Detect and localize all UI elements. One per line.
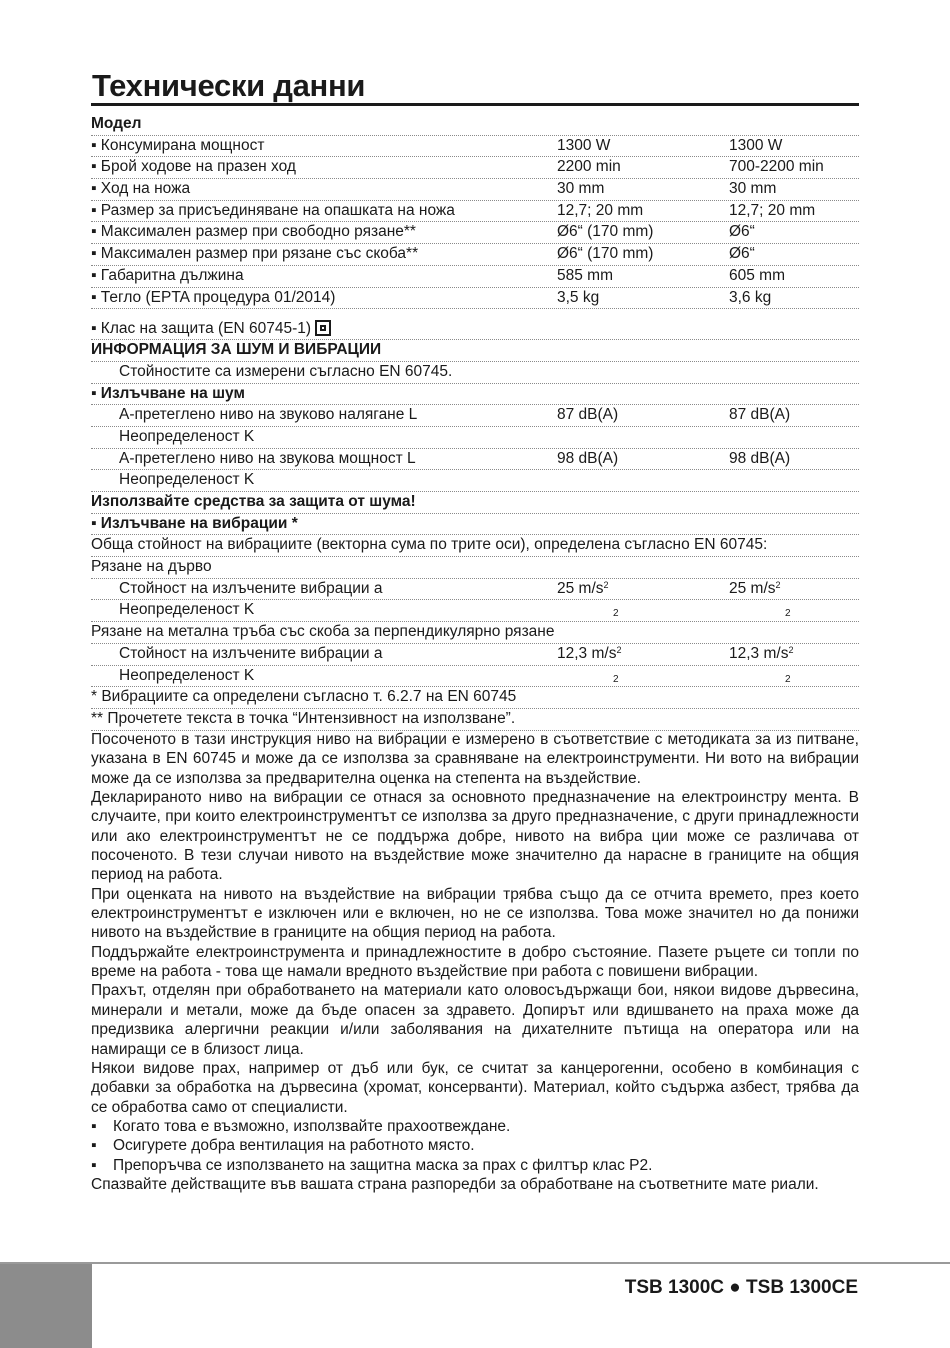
metal-cutting-label: Рязане на метална тръба със скоба за перпендикулярно рязане bbox=[91, 623, 555, 641]
bullet-icon: ▪ bbox=[91, 1156, 97, 1174]
spec-label: ▪ Максимален размер при свободно рязане** bbox=[91, 223, 416, 241]
table-row bbox=[91, 201, 859, 223]
spec-model-heading-row bbox=[91, 114, 859, 136]
vibration-value-label: Стойност на излъчените вибрации a bbox=[119, 579, 383, 597]
noise-heading-row bbox=[91, 340, 859, 362]
vibration-value-label: Стойност на излъчените вибрации a bbox=[119, 644, 383, 662]
table-row bbox=[91, 266, 859, 288]
noise-emission-heading: ▪ Излъчване на шум bbox=[91, 384, 245, 402]
page-number-tab bbox=[0, 1264, 92, 1348]
total-vibration-note: Обща стойност на вибрациите (векторна сума по трите оси), определена съгласно EN 60745: bbox=[91, 536, 768, 554]
paragraph: Поддържайте електроинструмента и принадлежностите в добро състояние. Пазете ръцете си топли по време на работа - това ще намали вредното въздействие при работа с повишени вибрации. bbox=[91, 943, 859, 981]
uncertainty-unit-2: 2 bbox=[785, 608, 791, 620]
table-row bbox=[91, 288, 859, 310]
sound-power-value-1: 98 dB(A) bbox=[557, 449, 619, 467]
spec-model-heading: Модел bbox=[91, 115, 142, 132]
spec-value-1: 1300 W bbox=[557, 136, 611, 154]
spec-value-2: 3,6 kg bbox=[729, 288, 772, 306]
table-row bbox=[91, 579, 859, 601]
table-row bbox=[91, 427, 859, 449]
sound-power-label: А-претеглено ниво на звукова мощност L bbox=[119, 449, 416, 467]
uncertainty-label: Неопределеност K bbox=[119, 666, 255, 684]
uncertainty-label: Неопределеност K bbox=[119, 471, 255, 489]
table-row bbox=[91, 157, 859, 179]
spec-label: ▪ Ход на ножа bbox=[91, 180, 191, 198]
spec-value-2: Ø6“ bbox=[729, 223, 755, 241]
page-title: Технически данни bbox=[92, 68, 366, 103]
spec-value-1: 3,5 kg bbox=[557, 288, 600, 306]
wood-cutting-label: Рязане на дърво bbox=[91, 558, 212, 576]
table-row bbox=[91, 687, 859, 709]
bullet-icon: ▪ bbox=[91, 1137, 97, 1155]
hearing-protection-note: Използвайте средства за защита от шума! bbox=[91, 493, 416, 510]
spec-label: ▪ Тегло (EPTA процедура 01/2014) bbox=[91, 288, 336, 306]
footnote-1: * Вибрациите са определени съгласно т. 6.2.7 на EN 60745 bbox=[91, 688, 517, 706]
uncertainty-label: Неопределеност K bbox=[119, 427, 255, 445]
sound-power-value-2: 98 dB(A) bbox=[729, 449, 791, 467]
spec-label: ▪ Консумирана мощност bbox=[91, 136, 265, 154]
spec-value-1: Ø6“ (170 mm) bbox=[557, 223, 654, 241]
table-row bbox=[91, 470, 859, 492]
spec-value-2: 30 mm bbox=[729, 180, 777, 198]
double-insulation-icon bbox=[315, 320, 331, 336]
wood-vibration-value-1: 25 $m/s^2$ bbox=[557, 579, 609, 597]
footnote-2: ** Прочетете текста в точка “Интензивност на използване”. bbox=[91, 709, 516, 727]
uncertainty-label: Неопределеност K bbox=[119, 601, 255, 619]
table-row bbox=[91, 362, 859, 384]
table-row bbox=[91, 514, 859, 536]
sound-pressure-label: А-претеглено ниво на звуково налягане L bbox=[119, 406, 418, 424]
list-item bbox=[91, 1136, 859, 1155]
spec-value-1: 585 mm bbox=[557, 266, 613, 284]
noise-heading: ИНФОРМАЦИЯ ЗА ШУМ И ВИБРАЦИИ bbox=[91, 341, 382, 359]
wood-vibration-value-2: 25 $m/s^2$ bbox=[729, 579, 781, 597]
paragraph: Прахът, отделян при обработването на материали като оловосъдържащи бои, някои видове дървесина, минерали и метали, може да бъде опасен за здравето. Допирът или вдишването на праха може да предизвика алергични реакции и/или заболявания на дихателните пътища на оператора или на намиращи се в близост лица. bbox=[91, 982, 859, 1058]
title-underline bbox=[91, 103, 859, 106]
table-row bbox=[91, 557, 859, 579]
metal-vibration-value-1: 12,3 $m/s^2$ bbox=[557, 644, 622, 662]
body-text bbox=[91, 730, 859, 1194]
spec-value-1: Ø6“ (170 mm) bbox=[557, 245, 654, 263]
spec-table bbox=[91, 114, 859, 731]
table-row bbox=[91, 384, 859, 406]
paragraph: Посоченото в тази инструкция ниво на вибрации е измерено в съответствие с методиката за из питване, указана в EN 60745 и може да се използва за сравняване на електроинструменти. Ни вото на вибрации може да се използва за предварителна оценка на степента на въздействие. bbox=[91, 731, 859, 787]
footer-divider bbox=[0, 1262, 950, 1264]
table-row bbox=[91, 405, 859, 427]
spec-label: ▪ Габаритна дължина bbox=[91, 266, 244, 284]
table-row bbox=[91, 644, 859, 666]
paragraph: При оценката на нивото на въздействие на вибрации трябва също да се отчита времето, през което електроинструментът е изключен или е включен, но не се използва. Това може значител но да понижи нивото на въздействие в границите на общия период на работа. bbox=[91, 885, 859, 942]
paragraph: Някои видове прах, например от дъб или бук, се считат за канцерогенни, особено в комбинация с добавки за обработка на дървесина (хромат, консерванти). Материал, който съдържа азбест, трябва да се обработва само от специалисти. bbox=[91, 1059, 859, 1116]
spec-value-2: 12,7; 20 mm bbox=[729, 201, 816, 219]
table-row bbox=[91, 136, 859, 158]
paragraph: Декларираното ниво на вибрации се отнася за основното предназначение на електроинстру мента. В случаите, при които електроинструментът се използва за друго предназначение, с други принадлежности или ако електроинструментът не се поддържа добре, нивото на вибра ции може се различава от посоченото. В тези случаи нивото на въздействие може значително да нарасне в границите на общия период на работа. bbox=[91, 789, 859, 884]
vibration-emission-heading: ▪ Излъчване на вибрации * bbox=[91, 514, 298, 532]
table-row bbox=[91, 449, 859, 471]
table-row bbox=[91, 600, 859, 622]
spec-value-2: 1300 W bbox=[729, 136, 783, 154]
list-item-text: Когато това е възможно, използвайте прахоотвеждане. bbox=[113, 1117, 511, 1135]
list-item-text: Препоръчва се използването на защитна маска за прах с филтър клас P2. bbox=[113, 1156, 653, 1174]
sound-pressure-value-1: 87 dB(A) bbox=[557, 406, 619, 424]
spec-value-1: 30 mm bbox=[557, 180, 605, 198]
sound-pressure-value-2: 87 dB(A) bbox=[729, 406, 791, 424]
spec-value-1: 12,7; 20 mm bbox=[557, 201, 644, 219]
list-item bbox=[91, 1117, 859, 1136]
protection-class-row bbox=[91, 309, 859, 340]
list-item-text: Осигурете добра вентилация на работното място. bbox=[113, 1137, 475, 1155]
uncertainty-unit-2: 2 bbox=[785, 673, 791, 685]
table-row bbox=[91, 535, 859, 557]
measured-note: Стойностите са измерени съгласно EN 60745. bbox=[119, 362, 453, 380]
table-row bbox=[91, 492, 859, 514]
protection-class-label: ▪ Клас на защита (EN 60745-1) bbox=[91, 320, 312, 338]
table-row bbox=[91, 622, 859, 644]
spec-label: ▪ Брой ходове на празен ход bbox=[91, 158, 296, 176]
spec-label: ▪ Размер за присъединяване на опашката на ножа bbox=[91, 201, 455, 219]
uncertainty-unit-1: 2 bbox=[613, 673, 619, 685]
spec-value-2: 700-2200 min bbox=[729, 158, 824, 176]
spec-value-2: Ø6“ bbox=[729, 245, 755, 263]
spec-label: ▪ Максимален размер при рязане със скоба** bbox=[91, 245, 419, 263]
table-row bbox=[91, 244, 859, 266]
uncertainty-unit-1: 2 bbox=[613, 608, 619, 620]
footer-model-name: TSB 1300C ● TSB 1300CE bbox=[624, 1277, 858, 1298]
paragraph: Спазвайте действащите във вашата страна разпоредби за обработване на съответните мате риали. bbox=[91, 1175, 819, 1193]
metal-vibration-value-2: 12,3 $m/s^2$ bbox=[729, 644, 794, 662]
table-row bbox=[91, 709, 859, 731]
list-item bbox=[91, 1156, 859, 1175]
bullet-icon: ▪ bbox=[91, 1117, 97, 1135]
spec-value-1: 2200 min bbox=[557, 158, 621, 176]
table-row bbox=[91, 222, 859, 244]
spec-value-2: 605 mm bbox=[729, 266, 785, 284]
table-row bbox=[91, 666, 859, 688]
table-row bbox=[91, 179, 859, 201]
